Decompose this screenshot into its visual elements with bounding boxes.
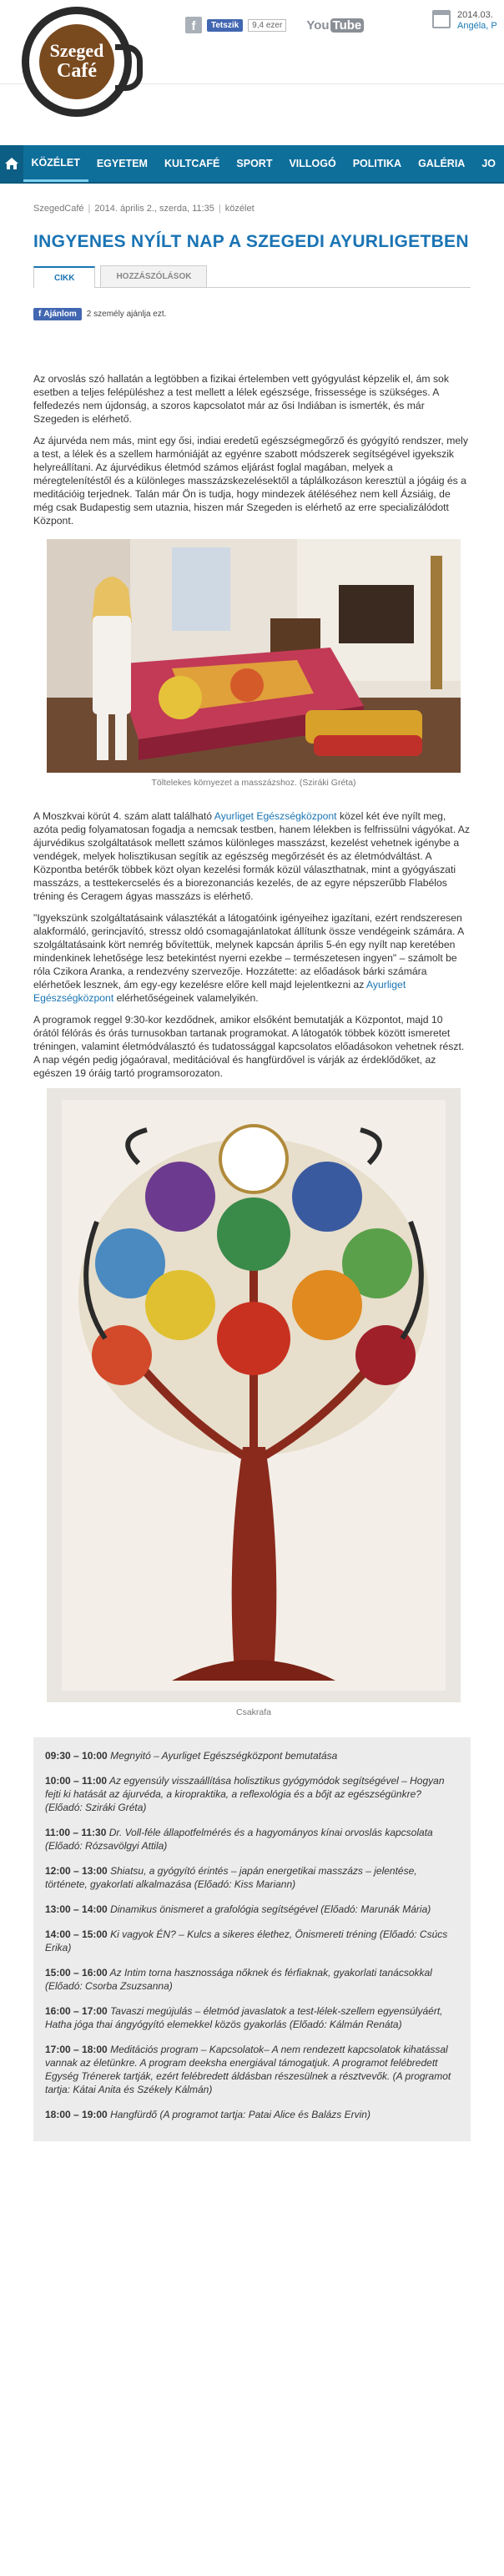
schedule-item (45, 1749, 459, 1762)
schedule-time: 15:00 – 16:00 (45, 1967, 108, 1979)
schedule-item (45, 2108, 459, 2121)
schedule-description: Ki vagyok ÉN? – Kulcs a sikeres élethez, Önismereti tréning (Előadó: Csúcs Erika) (45, 1928, 448, 1953)
schedule-description: Hangfürdő (A programot tartja: Patai Alice és Balázs Ervin) (107, 2109, 370, 2120)
schedule-description: Tavaszi megújulás – életmód javaslatok a test-lélek-szellem egyensúlyáért, Hatha jóga thai ángyógyító elemekkel közös gyakorlás (Előadó: Kálmán Renáta) (45, 2005, 443, 2030)
paragraph-text: A Moszkvai körút 4. szám alatt található (33, 810, 214, 822)
home-icon[interactable] (0, 145, 23, 182)
paragraph: Az orvoslás szó hallatán a legtöbben a fizikai értelemben vett gyógyulást képzelik el, ám sok esetben a teljes felépüléshez a test mellett a lélek egészsége, frissessége is szükséges. A felfedezés nem újdonság, a szoros kapcsolatot már az ősi Indiában is ismerték, és már Szegeden is elérhető. (33, 373, 449, 425)
massage-room-image[interactable] (47, 539, 461, 773)
main-navigation (0, 145, 504, 182)
schedule-item (45, 1928, 459, 1954)
schedule-item (45, 2043, 459, 2096)
figure-massage-room (47, 539, 461, 788)
schedule-time: 09:30 – 10:00 (45, 1750, 108, 1762)
schedule-description: Dinamikus önismeret a grafológia segítségével (Előadó: Marunák Mária) (107, 1903, 431, 1915)
paragraph-text: "Igyekszünk szolgáltatásaink választékát a látogatóink igényeihez igazítani, ezért rendszeresen alakformáló, gerincjavító, stressz oldó csomagajánlatokat állítunk össze vendégeink számára. A szolgáltatásaink kört nemrég bővítettük, melynek kapcsán április 5-én egy nyílt nap keretében mindenkinek lehetősége lesz betekintést nyerni ezekbe – természetesen ingyen" – számolt be róla Czikora Aranka, a rendezvény szervezője. Hozzátette: az előadások bárki számára elérhetőek lesznek, ám egy-egy kezelésre előre kell majd lejelentkezni az (33, 912, 464, 991)
schedule-time: 17:00 – 18:00 (45, 2044, 108, 2055)
nav-item-villogo[interactable]: VILLOGÓ (289, 158, 336, 169)
logo-text-line1: Szeged (49, 40, 104, 61)
meta-separator: | (218, 204, 221, 214)
article-content (33, 204, 471, 2141)
youtube-tube: Tube (330, 18, 365, 33)
nav-item-kultcafe[interactable]: KULTCAFÉ (164, 158, 220, 169)
schedule-item (45, 1774, 459, 1814)
date-block (432, 10, 497, 32)
article-body (33, 372, 471, 2141)
nav-item-politika[interactable]: POLITIKA (352, 158, 402, 169)
figure-caption: Töltelekes környezet a masszázshoz. (Sziráki Gréta) (151, 778, 356, 788)
paragraph: Az ájurvéda nem más, mint egy ősi, indiai eredetű egészségmegőrző és gyógyító rendszer, mely a test, a lélek és a szellem harmóniáját az egyénre szabott módszerek segítségével igyekszik helyreállítani. Az ájurvédikus életmód számos eljárást foglal magában, melyek a méregtelenítéstől és a különleges masszázskezelésektől a táplálkozáson keresztül a jógáig és a meditációig terjednek. Talán már Ön is tudja, hogy mindezek átéléséhez nem kell Ázsiáig, de még csak Budapestig sem utaznia, hiszen már Szegeden is elérhető az erre specializálódott Központ. (33, 435, 468, 527)
chakra-tree-image[interactable] (47, 1088, 461, 1702)
nav-item-kozelet[interactable]: KÖZÉLET (23, 145, 88, 182)
meta-category[interactable]: közélet (224, 204, 255, 214)
meta-date: 2014. április 2., szerda, 11:35 (94, 204, 214, 214)
schedule-time: 13:00 – 14:00 (45, 1903, 108, 1915)
ayurliget-link[interactable]: Ayurliget Egészségközpont (214, 810, 337, 822)
meta-author: SzegedCafé (33, 204, 84, 214)
meta-separator: | (88, 204, 91, 214)
schedule-item (45, 1966, 459, 1993)
program-schedule (33, 1737, 471, 2141)
schedule-item (45, 2004, 459, 2031)
schedule-time: 10:00 – 11:00 (45, 1775, 108, 1787)
schedule-description: Dr. Voll-féle állapotfelmérés és a hagyományos kínai orvoslás kapcsolata (Előadó: Rózsavölgyi Attila) (45, 1827, 433, 1852)
social-links (185, 13, 364, 37)
recommend-button[interactable] (33, 308, 82, 320)
schedule-description: Shiatsu, a gyógyító érintés – japán energetikai masszázs – jelentése, története, gyakorlati alkalmazása (Előadó: Kiss Mariann) (45, 1865, 417, 1890)
paragraph (33, 809, 471, 903)
schedule-description: Az Intim torna hasznossága nőknek és férfiaknak, gyakorlati tanácsokkal (Előadó: Csorba Zsuzsanna) (45, 1967, 432, 1992)
youtube-link[interactable] (306, 18, 364, 33)
nav-item-egyetem[interactable]: EGYETEM (96, 158, 148, 169)
schedule-description: Megnyitó – Ayurliget Egészségközpont bemutatása (107, 1750, 338, 1762)
facebook-like-count: 9,4 ezer (248, 19, 286, 32)
recommend-count: 2 személy ajánlja ezt. (86, 310, 167, 319)
facebook-icon: f (38, 310, 42, 319)
schedule-time: 11:00 – 11:30 (45, 1827, 107, 1838)
schedule-time: 14:00 – 15:00 (45, 1928, 108, 1940)
article-meta (33, 204, 471, 214)
current-date: 2014.03. (457, 10, 493, 20)
facebook-icon[interactable]: f (185, 17, 202, 33)
tab-comments[interactable]: HOZZÁSZÓLÁSOK (100, 265, 207, 287)
site-logo[interactable] (22, 7, 132, 117)
youtube-you: You (306, 18, 330, 33)
recommend-bar (33, 308, 471, 320)
logo-text-line2: Café (57, 60, 97, 82)
nav-item-jo[interactable]: JO (481, 158, 496, 169)
facebook-like-button[interactable]: Tetszik (207, 19, 243, 32)
schedule-item (45, 1864, 459, 1891)
figure-caption: Csakrafa (235, 1707, 271, 1717)
article-tabs (33, 265, 471, 288)
nav-item-sport[interactable]: SPORT (236, 158, 273, 169)
logo-cup (39, 24, 114, 99)
nameday[interactable]: Angéla, P (457, 21, 497, 31)
nav-item-galeria[interactable]: GALÉRIA (418, 158, 466, 169)
paragraph: A programok reggel 9:30-kor kezdődnek, amikor elsőként bemutatják a Központot, majd 10 órától félórás és órás turnusokban tartanak programokat. A látogatók többek között ismeretet tréningen, valamint életmódválasztó és tudatossággal kapcsolatos előadásokon vehetnek részt. A nap végén pedig jógaóraval, meditációval és hangfürdővel is várják az érdeklődőket, az egészen 19 óráig tartó programsorozaton. (33, 1014, 465, 1079)
figure-chakra-tree (47, 1088, 461, 1717)
ayurliget-link[interactable]: Ayurliget Egészségközpont (33, 979, 406, 1004)
recommend-button-label: Ajánlom (43, 310, 77, 319)
schedule-time: 18:00 – 19:00 (45, 2109, 108, 2120)
tab-article[interactable]: CIKK (33, 266, 95, 288)
schedule-description: Az egyensúly visszaállítása holisztikus gyógymódok segítségével – Hogyan fejti ki hatását az ájurvéda, a kiropraktika, a reflexológia és a bőjt az egészségünkre? (Előadó: Sziráki Gréta) (45, 1775, 445, 1813)
paragraph-text: közel két éve nyílt meg, azóta pedig folyamatosan fogadja a nemcsak testben, hanem lélekben is felfrissülni vágyókat. Az ájurvédikus szolgáltatások mellett számos különleges masszázst, kezelést vehetnek igénybe a vendégek, melyek holisztikusan segítik az egészség megőrzését és az életmódváltást. A Központba betérők többek közt olyan kezelési formák közül választhatnak, mint a gyógyászati masszázs, a testtekercselés és a biorezonanciás kezelés, de az egyre népszerűbb Flabélos tréning és Ceragem ágyas masszázs is elérhető. (33, 810, 471, 902)
schedule-time: 16:00 – 17:00 (45, 2005, 108, 2017)
schedule-item (45, 1903, 459, 1916)
schedule-item (45, 1826, 459, 1853)
cup-handle-icon (115, 44, 143, 91)
calendar-icon (432, 10, 451, 28)
schedule-description: Meditációs program – Kapcsolatok– A nem rendezett kapcsolatok kihatással vannak az életünkre. A program deeksha energiával támogatjuk. A programot felébredett Egység Trénerek tartják, ezért felébredett áldásban részesülnek a résztvevők. (A programot tartja: Kátai Anita és Székely Kálmán) (45, 2044, 451, 2095)
paragraph-text: elérhetőségeinek valamelyikén. (113, 992, 259, 1004)
paragraph (33, 911, 471, 1005)
schedule-time: 12:00 – 13:00 (45, 1865, 108, 1877)
article-title: INGYENES NYÍLT NAP A SZEGEDI AYURLIGETBEN (33, 232, 469, 251)
